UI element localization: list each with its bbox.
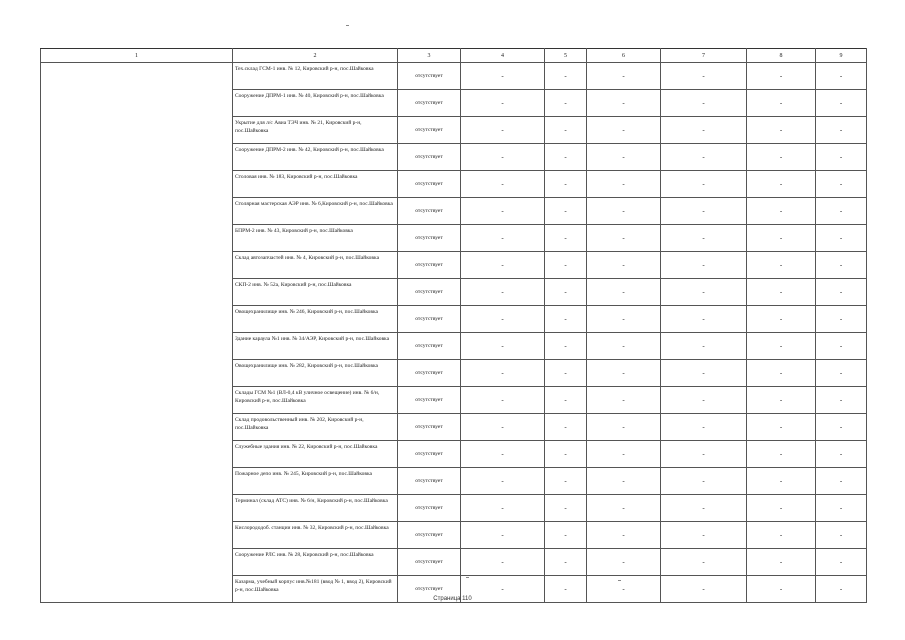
value-cell-col-7: - (661, 333, 747, 360)
value-cell-col-9: - (816, 198, 867, 225)
value-cell-col-4: - (461, 252, 545, 279)
value-cell-col-8: - (747, 63, 816, 90)
value-cell-col-7: - (661, 360, 747, 387)
scan-speck (618, 580, 621, 581)
status-cell: отсутствует (398, 63, 461, 90)
value-cell-col-4: - (461, 576, 545, 603)
table-row (41, 63, 867, 90)
scan-speck (466, 577, 469, 578)
value-cell-col-6: - (587, 495, 661, 522)
value-cell-col-7: - (661, 549, 747, 576)
status-cell: отсутствует (398, 117, 461, 144)
status-cell: отсутствует (398, 144, 461, 171)
value-cell-col-7: - (661, 63, 747, 90)
object-name-cell: СКП-2 инв. № 52а, Кировский р-н, пос.Шайковка (233, 279, 398, 306)
object-name-cell: Склады ГСМ №1 (ВЛ-0,4 кВ уличное освещение) инв. № 6/н, Кировский р-н, пос.Шайковка (233, 387, 398, 414)
value-cell-col-5: - (545, 171, 587, 198)
register-table (40, 48, 867, 603)
value-cell-col-5: - (545, 306, 587, 333)
status-cell: отсутствует (398, 549, 461, 576)
value-cell-col-5: - (545, 387, 587, 414)
value-cell-col-5: - (545, 441, 587, 468)
status-cell: отсутствует (398, 360, 461, 387)
value-cell-col-8: - (747, 360, 816, 387)
object-name-cell: Сооружение РЛС инв. № 28, Кировский р-н, пос.Шайковка (233, 549, 398, 576)
value-cell-col-9: - (816, 576, 867, 603)
value-cell-col-5: - (545, 144, 587, 171)
value-cell-col-9: - (816, 117, 867, 144)
value-cell-col-7: - (661, 414, 747, 441)
status-cell: отсутствует (398, 468, 461, 495)
value-cell-col-8: - (747, 549, 816, 576)
value-cell-col-4: - (461, 225, 545, 252)
value-cell-col-7: - (661, 225, 747, 252)
value-cell-col-6: - (587, 117, 661, 144)
value-cell-col-9: - (816, 279, 867, 306)
value-cell-col-7: - (661, 576, 747, 603)
value-cell-col-7: - (661, 144, 747, 171)
value-cell-col-9: - (816, 252, 867, 279)
value-cell-col-5: - (545, 90, 587, 117)
value-cell-col-7: - (661, 171, 747, 198)
value-cell-col-6: - (587, 387, 661, 414)
value-cell-col-4: - (461, 414, 545, 441)
status-cell: отсутствует (398, 198, 461, 225)
value-cell-col-5: - (545, 468, 587, 495)
value-cell-col-8: - (747, 441, 816, 468)
table-body (41, 63, 867, 603)
value-cell-col-8: - (747, 90, 816, 117)
header-row (41, 49, 867, 63)
value-cell-col-9: - (816, 387, 867, 414)
value-cell-col-8: - (747, 495, 816, 522)
column-header-2: 2 (233, 49, 398, 63)
object-name-cell: БПРМ-2 инв. № 43, Кировский р-н, пос.Шайковка (233, 225, 398, 252)
value-cell-col-9: - (816, 225, 867, 252)
value-cell-col-5: - (545, 198, 587, 225)
value-cell-col-6: - (587, 576, 661, 603)
value-cell-col-7: - (661, 252, 747, 279)
value-cell-col-9: - (816, 90, 867, 117)
value-cell-col-8: - (747, 279, 816, 306)
value-cell-col-8: - (747, 333, 816, 360)
value-cell-col-4: - (461, 360, 545, 387)
page-number: Страница 110 (433, 596, 472, 602)
value-cell-col-9: - (816, 306, 867, 333)
value-cell-col-5: - (545, 576, 587, 603)
object-name-cell: Пожарное депо инв. № 245, Кировский р-н, пос.Шайковка (233, 468, 398, 495)
column-header-9: 9 (816, 49, 867, 63)
object-name-cell: Сооружение ДПРМ-2 инв. № 42, Кировский р-н, пос.Шайковка (233, 144, 398, 171)
object-name-cell: Кислорододоб. станции инв. № 32, Кировский р-н, пос.Шайковка (233, 522, 398, 549)
value-cell-col-9: - (816, 144, 867, 171)
value-cell-col-9: - (816, 441, 867, 468)
value-cell-col-6: - (587, 144, 661, 171)
value-cell-col-4: - (461, 333, 545, 360)
value-cell-col-7: - (661, 90, 747, 117)
value-cell-col-5: - (545, 414, 587, 441)
value-cell-col-9: - (816, 549, 867, 576)
value-cell-col-9: - (816, 522, 867, 549)
value-cell-col-5: - (545, 279, 587, 306)
value-cell-col-6: - (587, 306, 661, 333)
value-cell-col-4: - (461, 522, 545, 549)
value-cell-col-7: - (661, 117, 747, 144)
value-cell-col-6: - (587, 360, 661, 387)
value-cell-col-8: - (747, 225, 816, 252)
value-cell-col-9: - (816, 171, 867, 198)
status-cell: отсутствует (398, 441, 461, 468)
value-cell-col-6: - (587, 279, 661, 306)
value-cell-col-8: - (747, 144, 816, 171)
value-cell-col-4: - (461, 468, 545, 495)
value-cell-col-5: - (545, 360, 587, 387)
column-header-5: 5 (545, 49, 587, 63)
status-cell: отсутствует (398, 495, 461, 522)
status-cell: отсутствует (398, 171, 461, 198)
value-cell-col-6: - (587, 171, 661, 198)
value-cell-col-4: - (461, 117, 545, 144)
value-cell-col-9: - (816, 63, 867, 90)
value-cell-col-5: - (545, 495, 587, 522)
object-name-cell: Тех.склад ГСМ-1 инв. № 12, Кировский р-н, пос.Шайковка (233, 63, 398, 90)
scan-speck (346, 25, 349, 26)
value-cell-col-6: - (587, 414, 661, 441)
column-header-1: 1 (41, 49, 233, 63)
object-name-cell: Служебные здания инв. № 22, Кировский р-н, пос.Шайковка (233, 441, 398, 468)
value-cell-col-7: - (661, 468, 747, 495)
value-cell-col-4: - (461, 279, 545, 306)
group-cell (41, 63, 233, 603)
value-cell-col-4: - (461, 90, 545, 117)
value-cell-col-8: - (747, 198, 816, 225)
value-cell-col-8: - (747, 306, 816, 333)
value-cell-col-4: - (461, 549, 545, 576)
value-cell-col-8: - (747, 576, 816, 603)
status-cell: отсутствует (398, 522, 461, 549)
value-cell-col-5: - (545, 549, 587, 576)
value-cell-col-9: - (816, 495, 867, 522)
column-header-3: 3 (398, 49, 461, 63)
column-header-7: 7 (661, 49, 747, 63)
status-cell: отсутствует (398, 252, 461, 279)
value-cell-col-9: - (816, 333, 867, 360)
object-name-cell: Сооружение ДПРМ-1 инв. № 40, Кировский р-н, пос.Шайковка (233, 90, 398, 117)
value-cell-col-7: - (661, 279, 747, 306)
value-cell-col-5: - (545, 63, 587, 90)
value-cell-col-7: - (661, 387, 747, 414)
value-cell-col-6: - (587, 549, 661, 576)
value-cell-col-9: - (816, 360, 867, 387)
column-header-8: 8 (747, 49, 816, 63)
value-cell-col-4: - (461, 63, 545, 90)
value-cell-col-7: - (661, 522, 747, 549)
value-cell-col-8: - (747, 387, 816, 414)
value-cell-col-8: - (747, 252, 816, 279)
object-name-cell: Терминал (склад АТС) инв. № 6/н, Кировский р-н, пос.Шайковка (233, 495, 398, 522)
object-name-cell: Казарма, учебный корпус инв.№181 (ввод № 1, ввод 2), Кировский р-н, пос.Шайковка (233, 576, 398, 603)
value-cell-col-5: - (545, 225, 587, 252)
value-cell-col-6: - (587, 198, 661, 225)
value-cell-col-7: - (661, 495, 747, 522)
status-cell: отсутствует (398, 333, 461, 360)
value-cell-col-6: - (587, 468, 661, 495)
value-cell-col-6: - (587, 252, 661, 279)
value-cell-col-6: - (587, 522, 661, 549)
status-cell: отсутствует (398, 90, 461, 117)
value-cell-col-8: - (747, 468, 816, 495)
value-cell-col-9: - (816, 414, 867, 441)
value-cell-col-7: - (661, 198, 747, 225)
object-name-cell: Овощехранилище инв. № 246, Кировский р-н, пос.Шайковка (233, 306, 398, 333)
object-name-cell: Столовая инв. № 183, Кировский р-н, пос.Шайковка (233, 171, 398, 198)
value-cell-col-6: - (587, 90, 661, 117)
value-cell-col-6: - (587, 225, 661, 252)
value-cell-col-8: - (747, 522, 816, 549)
value-cell-col-4: - (461, 198, 545, 225)
value-cell-col-4: - (461, 441, 545, 468)
object-name-cell: Склад продовольственный инв. № 202, Кировский р-н, пос.Шайковка (233, 414, 398, 441)
value-cell-col-6: - (587, 333, 661, 360)
object-name-cell: Здание караула №1 инв. № 34/АЭР, Кировский р-н, пос.Шайковка (233, 333, 398, 360)
status-cell: отсутствует (398, 306, 461, 333)
value-cell-col-8: - (747, 414, 816, 441)
status-cell: отсутствует (398, 279, 461, 306)
value-cell-col-6: - (587, 441, 661, 468)
value-cell-col-4: - (461, 171, 545, 198)
value-cell-col-9: - (816, 468, 867, 495)
object-name-cell: Укрытие для л/с Авиа ТЭЧ инв. № 21, Кировский р-н, пос.Шайковка (233, 117, 398, 144)
value-cell-col-4: - (461, 387, 545, 414)
value-cell-col-5: - (545, 252, 587, 279)
status-cell: отсутствует (398, 414, 461, 441)
value-cell-col-8: - (747, 171, 816, 198)
value-cell-col-4: - (461, 495, 545, 522)
value-cell-col-4: - (461, 144, 545, 171)
value-cell-col-7: - (661, 306, 747, 333)
status-cell: отсутствует (398, 387, 461, 414)
column-header-4: 4 (461, 49, 545, 63)
column-header-6: 6 (587, 49, 661, 63)
status-cell: отсутствует (398, 576, 461, 603)
value-cell-col-5: - (545, 522, 587, 549)
object-name-cell: Столярная мастерская АЭР инв. № 6,Кировский р-н, пос.Шайковка (233, 198, 398, 225)
object-name-cell: Овощехранилище инв. № 282, Кировский р-н, пос.Шайковка (233, 360, 398, 387)
value-cell-col-6: - (587, 63, 661, 90)
value-cell-col-7: - (661, 441, 747, 468)
object-name-cell: Склад автозапчастей инв. № 4, Кировский р-н, пос.Шайковка (233, 252, 398, 279)
status-cell: отсутствует (398, 225, 461, 252)
value-cell-col-8: - (747, 117, 816, 144)
value-cell-col-5: - (545, 333, 587, 360)
table-header (41, 49, 867, 63)
value-cell-col-4: - (461, 306, 545, 333)
value-cell-col-5: - (545, 117, 587, 144)
